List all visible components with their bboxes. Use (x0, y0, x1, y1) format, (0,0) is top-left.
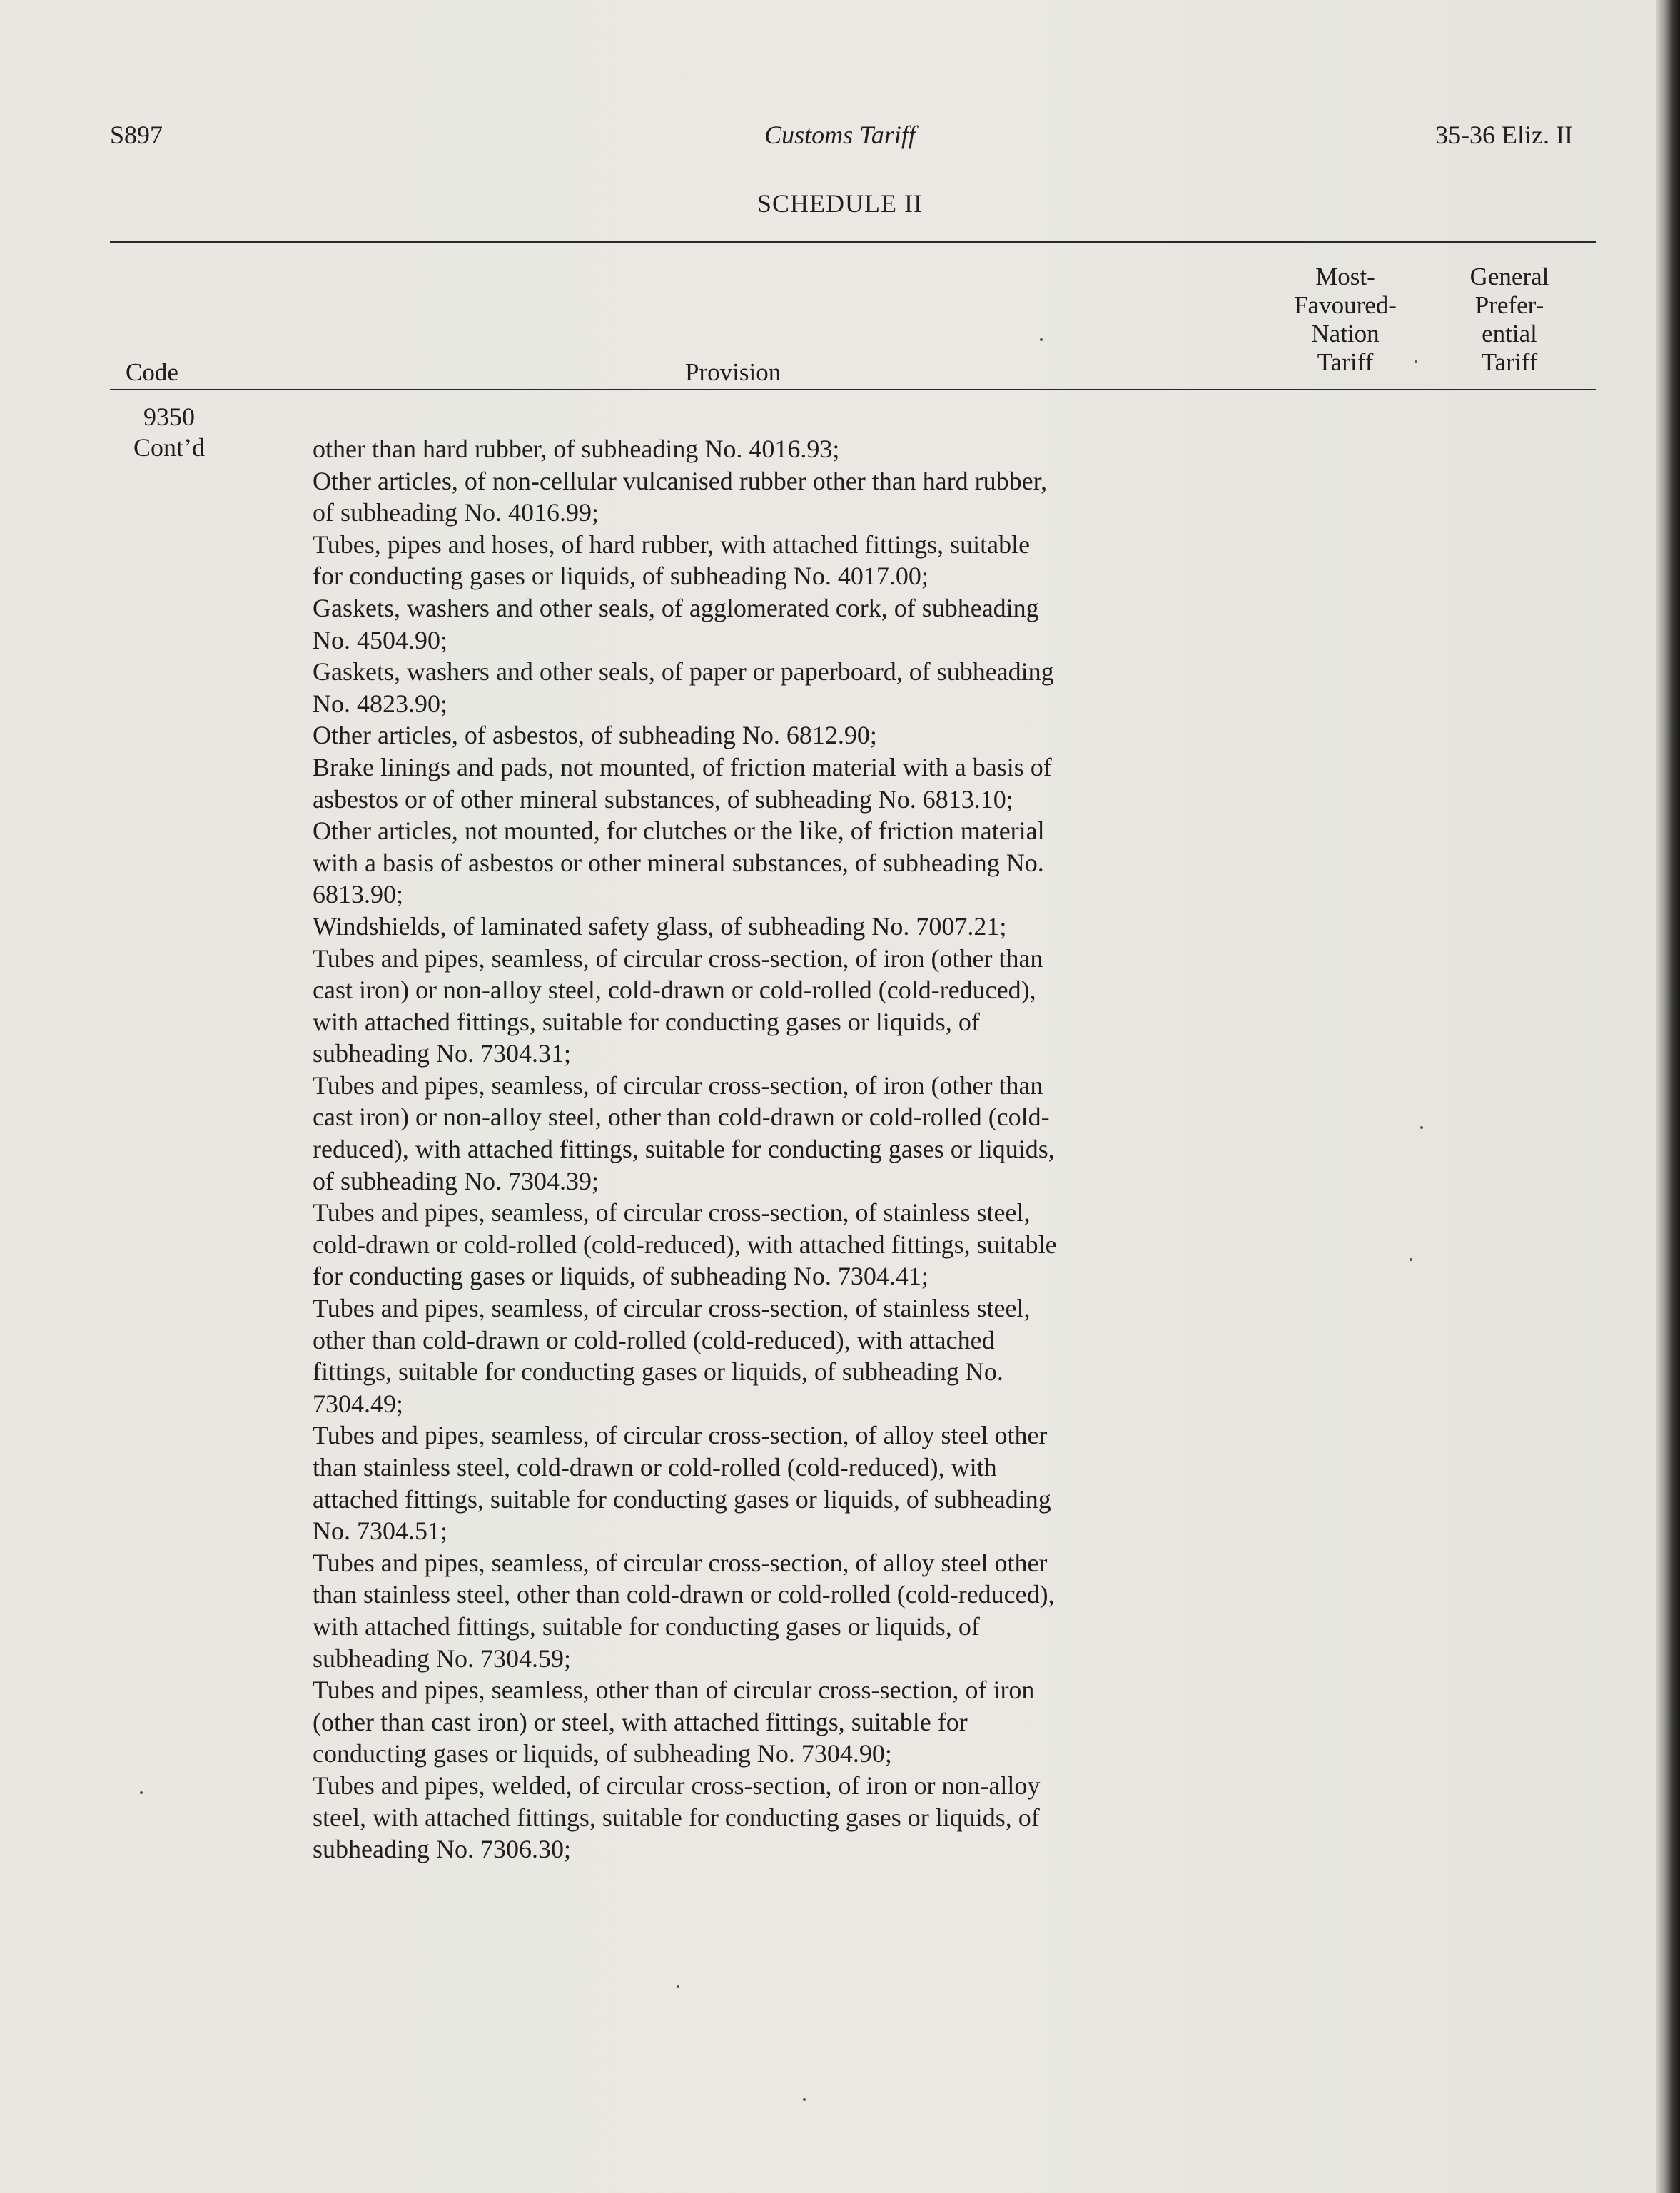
running-title: Customs Tariff (764, 121, 916, 149)
print-speck (677, 1985, 679, 1988)
tariff-code-cell: 9350 Cont’d (133, 402, 205, 462)
print-speck (1040, 338, 1043, 341)
regnal-year: 35-36 Eliz. II (1435, 121, 1573, 149)
column-header-gpt-tariff: General Prefer- ential Tariff (1469, 263, 1549, 376)
column-header-mfn-tariff: Most- Favoured- Nation Tariff (1294, 263, 1397, 376)
page-number: S897 (110, 121, 163, 149)
provision-text: other than hard rubber, of subheading No. 4016.93; Other articles, of non-cellular vulcanised rubber other than hard rubber, of subheading No. 4016.99; Tubes, pipes and hoses, of hard rubber, with attached fittings, suitable for conducting gases or liquids, of subheading No. 4017.00; Gaskets, washers and other seals, of agglomerated cork, of subheading No. 4504.90; Gaskets, washers and other seals, of paper or paperboard, of subheading No. 4823.90; Other articles, of asbestos, of subheading No. 6812.90; Brake linings and pads, not mounted, of friction material with a basis of asbestos or of other mineral substances, of subheading No. 6813.10; Other articles, not mounted, for clutches or the like, of friction material with a basis of asbestos or other mineral substances, of subheading No. 6813.90; Windshields, of laminated safety glass, of subheading No. 7007.21; Tubes and pipes, seamless, of circular cross-section, of iron (other than cast iron) or non-alloy steel, cold-drawn or cold-rolled (cold-reduced), with attached fittings, suitable for conducting gases or liquids, of subheading No. 7304.31; Tubes and pipes, seamless, of circular cross-section, of iron (other than cast iron) or non-alloy steel, other than cold-drawn or cold-rolled (cold- reduced), with attached fittings, suitable for conducting gases or liquids, of subheading No. 7304.39; Tubes and pipes, seamless, of circular cross-section, of stainless steel, cold-drawn or cold-rolled (cold-reduced), with attached fittings, suitable for conducting gases or liquids, of subheading No. 7304.41; Tubes and pipes, seamless, of circular cross-section, of stainless steel, other than cold-drawn or cold-rolled (cold-reduced), with attached fittings, suitable for conducting gases or liquids, of subheading No. 7304.49; Tubes and pipes, seamless, of circular cross-section, of alloy steel other than stainless steel, cold-drawn or cold-rolled (cold-reduced), with attached fittings, suitable for conducting gases or liquids, of subheading No. 7304.51; Tubes and pipes, seamless, of circular cross-section, of alloy steel other than stainless steel, other than cold-drawn or cold-rolled (cold-reduced), with attached fittings, suitable for conducting gases or liquids, of subheading No. 7304.59; Tubes and pipes, seamless, other than of circular cross-section, of iron (other than cast iron) or steel, with attached fittings, suitable for conducting gases or liquids, of subheading No. 7304.90; Tubes and pipes, welded, of circular cross-section, of iron or non-alloy steel, with attached fittings, suitable for conducting gases or liquids, of subheading No. 7306.30; (313, 435, 1057, 1864)
print-speck (1420, 1126, 1423, 1129)
print-speck (140, 1791, 143, 1794)
schedule-title: SCHEDULE II (757, 189, 923, 218)
print-speck (1410, 1258, 1412, 1261)
column-header-code: Code (126, 358, 178, 386)
column-header-provision: Provision (685, 358, 781, 386)
binding-edge (1656, 0, 1680, 2193)
print-speck (1415, 360, 1417, 363)
table-top-rule (110, 241, 1596, 243)
print-speck (803, 2098, 806, 2101)
table-header-rule (110, 389, 1596, 390)
